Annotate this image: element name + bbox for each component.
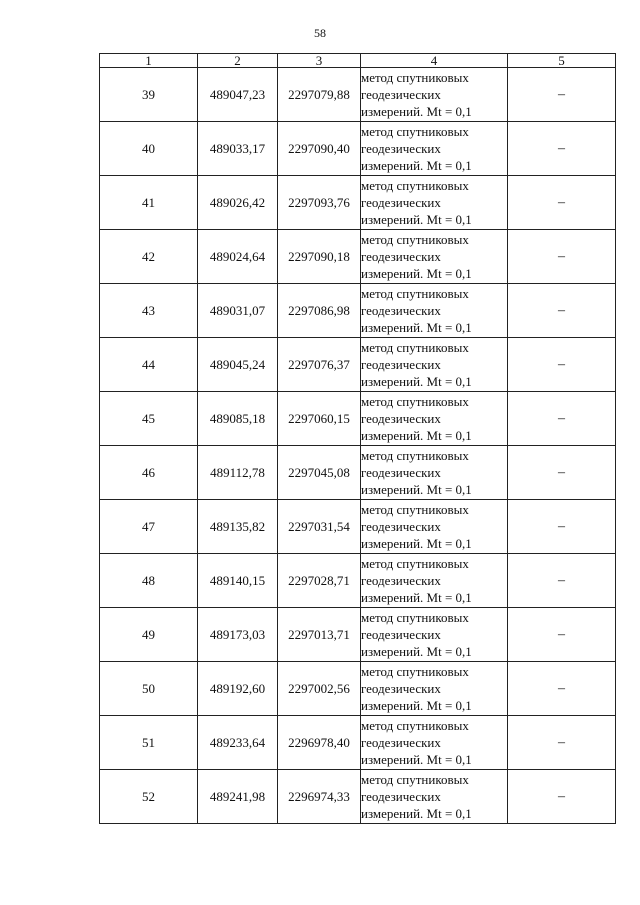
method-cell [361,716,508,770]
method-line: измерений. Mt = 0,1 [361,428,472,443]
x-coordinate-cell: 489135,82 [198,500,278,554]
table-row [100,608,616,662]
method-cell [361,446,508,500]
point-number-cell: 40 [100,122,198,176]
method-line: геодезических [361,87,441,102]
method-line: метод спутниковых [361,394,469,409]
method-line: метод спутниковых [361,286,469,301]
x-coordinate-cell: 489112,78 [198,446,278,500]
y-coordinate-cell: 2297086,98 [278,284,361,338]
note-cell: – [508,500,616,554]
header-col-5: 5 [508,54,616,68]
method-line: метод спутниковых [361,664,469,679]
y-coordinate-cell: 2297031,54 [278,500,361,554]
x-coordinate-cell: 489241,98 [198,770,278,824]
method-line: измерений. Mt = 0,1 [361,752,472,767]
method-line: измерений. Mt = 0,1 [361,644,472,659]
table-row [100,500,616,554]
method-line: геодезических [361,303,441,318]
x-coordinate-cell: 489047,23 [198,68,278,122]
table-row [100,770,616,824]
method-cell [361,284,508,338]
method-line: измерений. Mt = 0,1 [361,212,472,227]
method-line: измерений. Mt = 0,1 [361,266,472,281]
point-number-cell: 47 [100,500,198,554]
point-number-cell: 46 [100,446,198,500]
method-line: метод спутниковых [361,610,469,625]
y-coordinate-cell: 2296974,33 [278,770,361,824]
method-line: геодезических [361,411,441,426]
point-number-cell: 44 [100,338,198,392]
method-line: измерений. Mt = 0,1 [361,158,472,173]
method-line: метод спутниковых [361,124,469,139]
table-row [100,68,616,122]
page-number: 58 [314,26,326,40]
note-cell: – [508,446,616,500]
header-col-4: 4 [361,54,508,68]
point-number-cell: 45 [100,392,198,446]
table-row [100,554,616,608]
method-line: геодезических [361,195,441,210]
table-row [100,338,616,392]
method-cell [361,554,508,608]
table-row [100,392,616,446]
method-line: измерений. Mt = 0,1 [361,590,472,605]
method-line: геодезических [361,465,441,480]
header-col-2: 2 [198,54,278,68]
method-cell [361,230,508,284]
method-line: геодезических [361,357,441,372]
note-cell: – [508,608,616,662]
point-number-cell: 43 [100,284,198,338]
method-cell [361,770,508,824]
method-line: геодезических [361,789,441,804]
note-cell: – [508,392,616,446]
table-row [100,122,616,176]
point-number-cell: 50 [100,662,198,716]
y-coordinate-cell: 2297090,40 [278,122,361,176]
point-number-cell: 41 [100,176,198,230]
method-line: метод спутниковых [361,502,469,517]
method-line: геодезических [361,681,441,696]
method-line: измерений. Mt = 0,1 [361,536,472,551]
method-line: измерений. Mt = 0,1 [361,320,472,335]
x-coordinate-cell: 489233,64 [198,716,278,770]
x-coordinate-cell: 489026,42 [198,176,278,230]
method-line: метод спутниковых [361,772,469,787]
method-cell [361,122,508,176]
point-number-cell: 39 [100,68,198,122]
method-cell [361,662,508,716]
x-coordinate-cell: 489192,60 [198,662,278,716]
method-line: метод спутниковых [361,556,469,571]
table-header [100,54,616,68]
point-number-cell: 49 [100,608,198,662]
method-line: геодезических [361,141,441,156]
method-line: метод спутниковых [361,232,469,247]
point-number-cell: 42 [100,230,198,284]
table-row [100,716,616,770]
method-cell [361,608,508,662]
table-body [100,68,616,824]
x-coordinate-cell: 489033,17 [198,122,278,176]
y-coordinate-cell: 2297045,08 [278,446,361,500]
x-coordinate-cell: 489140,15 [198,554,278,608]
x-coordinate-cell: 489024,64 [198,230,278,284]
method-cell [361,68,508,122]
header-col-1: 1 [100,54,198,68]
table-row [100,176,616,230]
y-coordinate-cell: 2297076,37 [278,338,361,392]
note-cell: – [508,770,616,824]
table-row [100,662,616,716]
method-line: геодезических [361,627,441,642]
y-coordinate-cell: 2297060,15 [278,392,361,446]
method-line: геодезических [361,249,441,264]
coordinates-table [99,53,616,824]
note-cell: – [508,338,616,392]
method-line: метод спутниковых [361,340,469,355]
method-line: метод спутниковых [361,718,469,733]
method-cell [361,392,508,446]
note-cell: – [508,554,616,608]
note-cell: – [508,284,616,338]
method-line: метод спутниковых [361,70,469,85]
method-line: измерений. Mt = 0,1 [361,806,472,821]
header-row [100,54,616,68]
note-cell: – [508,122,616,176]
method-line: измерений. Mt = 0,1 [361,374,472,389]
point-number-cell: 52 [100,770,198,824]
method-line: геодезических [361,519,441,534]
table-row [100,446,616,500]
method-line: измерений. Mt = 0,1 [361,104,472,119]
y-coordinate-cell: 2297093,76 [278,176,361,230]
method-line: метод спутниковых [361,448,469,463]
x-coordinate-cell: 489045,24 [198,338,278,392]
method-line: измерений. Mt = 0,1 [361,698,472,713]
method-cell [361,500,508,554]
method-line: геодезических [361,735,441,750]
x-coordinate-cell: 489085,18 [198,392,278,446]
table-row [100,230,616,284]
method-line: метод спутниковых [361,178,469,193]
note-cell: – [508,716,616,770]
method-line: измерений. Mt = 0,1 [361,482,472,497]
y-coordinate-cell: 2297079,88 [278,68,361,122]
x-coordinate-cell: 489173,03 [198,608,278,662]
header-col-3: 3 [278,54,361,68]
x-coordinate-cell: 489031,07 [198,284,278,338]
note-cell: – [508,68,616,122]
table-row [100,284,616,338]
y-coordinate-cell: 2297090,18 [278,230,361,284]
y-coordinate-cell: 2297013,71 [278,608,361,662]
y-coordinate-cell: 2297028,71 [278,554,361,608]
y-coordinate-cell: 2297002,56 [278,662,361,716]
y-coordinate-cell: 2296978,40 [278,716,361,770]
method-cell [361,176,508,230]
note-cell: – [508,662,616,716]
point-number-cell: 48 [100,554,198,608]
method-line: геодезических [361,573,441,588]
point-number-cell: 51 [100,716,198,770]
note-cell: – [508,230,616,284]
note-cell: – [508,176,616,230]
method-cell [361,338,508,392]
